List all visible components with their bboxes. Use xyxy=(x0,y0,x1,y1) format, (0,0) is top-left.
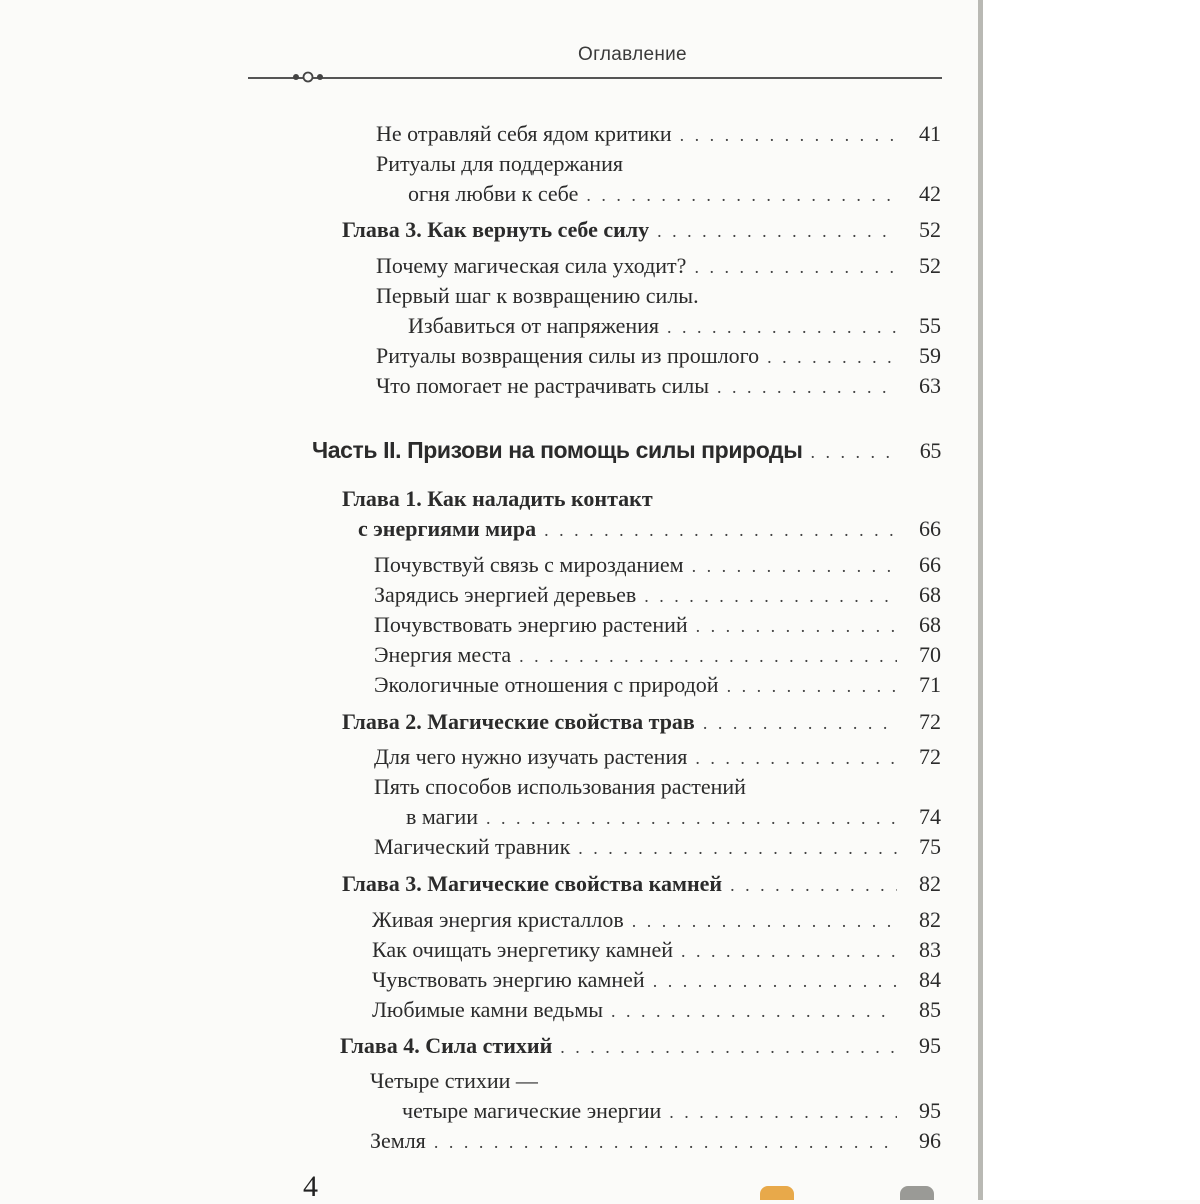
toc-entry-title: Не отравляй себя ядом критики xyxy=(376,121,672,146)
toc-leader-dots xyxy=(586,182,897,208)
toc-entry xyxy=(406,804,941,831)
toc-entry-title: Первый шаг к возвращению силы. xyxy=(376,283,699,308)
toc-leader-dots xyxy=(657,218,897,244)
running-head: Оглавление xyxy=(578,44,687,65)
toc-entry-page: 72 xyxy=(919,709,941,734)
toc-entry-title: Зарядись энергией деревьев xyxy=(374,582,637,607)
toc-entry xyxy=(370,1128,941,1155)
toc-leader-dots xyxy=(680,122,897,148)
toc-entry xyxy=(402,1098,941,1125)
toc-entry-page: 74 xyxy=(919,804,941,829)
toc-leader-dots xyxy=(694,254,897,280)
toc-entry-page: 66 xyxy=(919,552,941,577)
toc-entry xyxy=(376,253,941,280)
toc-entry-page: 52 xyxy=(919,253,941,278)
page-tab-right xyxy=(900,1186,934,1200)
toc-entry xyxy=(372,937,941,964)
toc-leader-dots xyxy=(717,374,897,400)
toc-entry xyxy=(374,744,941,771)
toc-entry-title: Для чего нужно изучать растения xyxy=(374,744,688,769)
toc-entry xyxy=(374,834,941,861)
toc-entry xyxy=(374,642,941,669)
toc-entry-page: 82 xyxy=(919,907,941,932)
toc-entry-title: Почувствуй связь с мирозданием xyxy=(374,552,684,577)
toc-entry-page: 63 xyxy=(919,373,941,398)
toc-entry xyxy=(372,967,941,994)
toc-entry-title: Энергия места xyxy=(374,642,512,667)
toc-leader-dots xyxy=(544,517,897,543)
toc-chapter xyxy=(342,871,941,898)
toc-leader-dots xyxy=(703,710,897,736)
toc-entry-title: Любимые камни ведьмы xyxy=(372,997,604,1022)
toc-entry-title: Земля xyxy=(370,1128,426,1153)
toc-entry-title: Что помогает не растрачивать силы xyxy=(376,373,709,398)
toc-leader-dots xyxy=(434,1129,897,1155)
toc-entry-page: 96 xyxy=(919,1128,941,1153)
toc-entry xyxy=(374,672,941,699)
toc-entry-title: Почему магическая сила уходит? xyxy=(376,253,687,278)
toc-leader-dots xyxy=(486,805,897,831)
toc-entry-page: 59 xyxy=(919,343,941,368)
toc-leader-dots xyxy=(696,613,897,639)
toc-entry xyxy=(374,552,941,579)
toc-entry-page: 42 xyxy=(919,181,941,206)
toc-entry-page: 52 xyxy=(919,217,941,242)
toc-leader-dots xyxy=(560,1034,897,1060)
toc-chapter xyxy=(358,516,941,543)
toc-part-title: Часть II. Призови на помощь силы природы xyxy=(312,437,803,463)
toc-entry-title: Как очищать энергетику камней xyxy=(372,937,673,962)
toc-leader-dots xyxy=(578,835,897,861)
toc-chapter-title: Глава 3. Магические свойства камней xyxy=(342,871,723,896)
toc-leader-dots xyxy=(644,583,897,609)
toc-entry-title: Магический травник xyxy=(374,834,571,859)
toc-entry-page: 95 xyxy=(919,1033,941,1058)
toc-entry-title: Экологичные отношения с природой xyxy=(374,672,719,697)
toc-entry-page: 55 xyxy=(919,313,941,338)
toc-leader-dots xyxy=(669,1099,897,1125)
toc-leader-dots xyxy=(727,673,897,699)
ornament-icon xyxy=(290,67,340,87)
toc-entry-title: огня любви к себе xyxy=(408,181,579,206)
toc-leader-dots xyxy=(681,938,897,964)
toc-entry-page: 75 xyxy=(919,834,941,859)
toc-entry-page: 71 xyxy=(919,672,941,697)
toc-entry xyxy=(376,121,941,148)
page-margin xyxy=(983,0,1200,1200)
toc-entry xyxy=(372,907,941,934)
toc-entry-page: 68 xyxy=(919,582,941,607)
toc-entry xyxy=(408,181,941,208)
toc-entry-title: Избавиться от напряжения xyxy=(408,313,660,338)
toc-chapter-title: Глава 4. Сила стихий xyxy=(340,1033,553,1058)
toc-entry xyxy=(376,343,941,370)
toc-entry xyxy=(372,997,941,1024)
toc-chapter-title: Глава 1. Как наладить контакт xyxy=(342,486,653,511)
toc-leader-dots xyxy=(653,968,897,994)
toc-entry xyxy=(374,612,941,639)
toc-leader-dots xyxy=(692,553,897,579)
toc-entry-page: 95 xyxy=(919,1098,941,1123)
toc-entry-title: Живая энергия кристаллов xyxy=(372,907,624,932)
toc-entry-title: Почувствовать энергию растений xyxy=(374,612,688,637)
toc-entry-title: Ритуалы возвращения силы из прошлого xyxy=(376,343,760,368)
toc-entry xyxy=(408,313,941,340)
toc-entry-title: четыре магические энергии xyxy=(402,1098,662,1123)
toc-entry-page: 66 xyxy=(919,516,941,541)
toc-entry-page: 82 xyxy=(919,871,941,896)
toc-leader-dots xyxy=(811,439,898,465)
toc-leader-dots xyxy=(519,643,897,669)
toc-chapter xyxy=(342,709,941,736)
toc-leader-dots xyxy=(695,745,897,771)
toc-chapter-title: с энергиями мира xyxy=(358,516,537,541)
toc-part xyxy=(312,437,941,465)
toc-entry xyxy=(374,582,941,609)
toc-entry-page: 70 xyxy=(919,642,941,667)
toc-entry-title: Чувствовать энергию камней xyxy=(372,967,645,992)
toc-entry-page: 85 xyxy=(919,997,941,1022)
toc-leader-dots xyxy=(611,998,897,1024)
toc-entry-title: Пять способов использования растений xyxy=(374,774,746,799)
toc-chapter-title: Глава 3. Как вернуть себе силу xyxy=(342,217,650,242)
toc-entry-page: 84 xyxy=(919,967,941,992)
toc-chapter xyxy=(340,1033,941,1060)
toc-entry-page: 68 xyxy=(919,612,941,637)
toc-entry-page: 83 xyxy=(919,937,941,962)
toc-chapter-title: Глава 2. Магические свойства трав xyxy=(342,709,695,734)
page-number: 4 xyxy=(303,1170,318,1203)
toc-entry-title: Ритуалы для поддержания xyxy=(376,151,623,176)
toc-entry-page: 41 xyxy=(919,121,941,146)
toc-entry xyxy=(376,373,941,400)
page-tab-left xyxy=(760,1186,794,1200)
header-rule xyxy=(248,77,942,79)
toc-leader-dots xyxy=(730,872,897,898)
toc-chapter xyxy=(342,217,941,244)
toc-entry-page: 65 xyxy=(919,438,941,463)
toc-leader-dots xyxy=(632,908,897,934)
toc-entry-title: в магии xyxy=(406,804,478,829)
toc-leader-dots xyxy=(667,314,897,340)
toc-entry-page: 72 xyxy=(919,744,941,769)
toc-entry-title: Четыре стихии — xyxy=(370,1068,538,1093)
toc-leader-dots xyxy=(767,344,897,370)
